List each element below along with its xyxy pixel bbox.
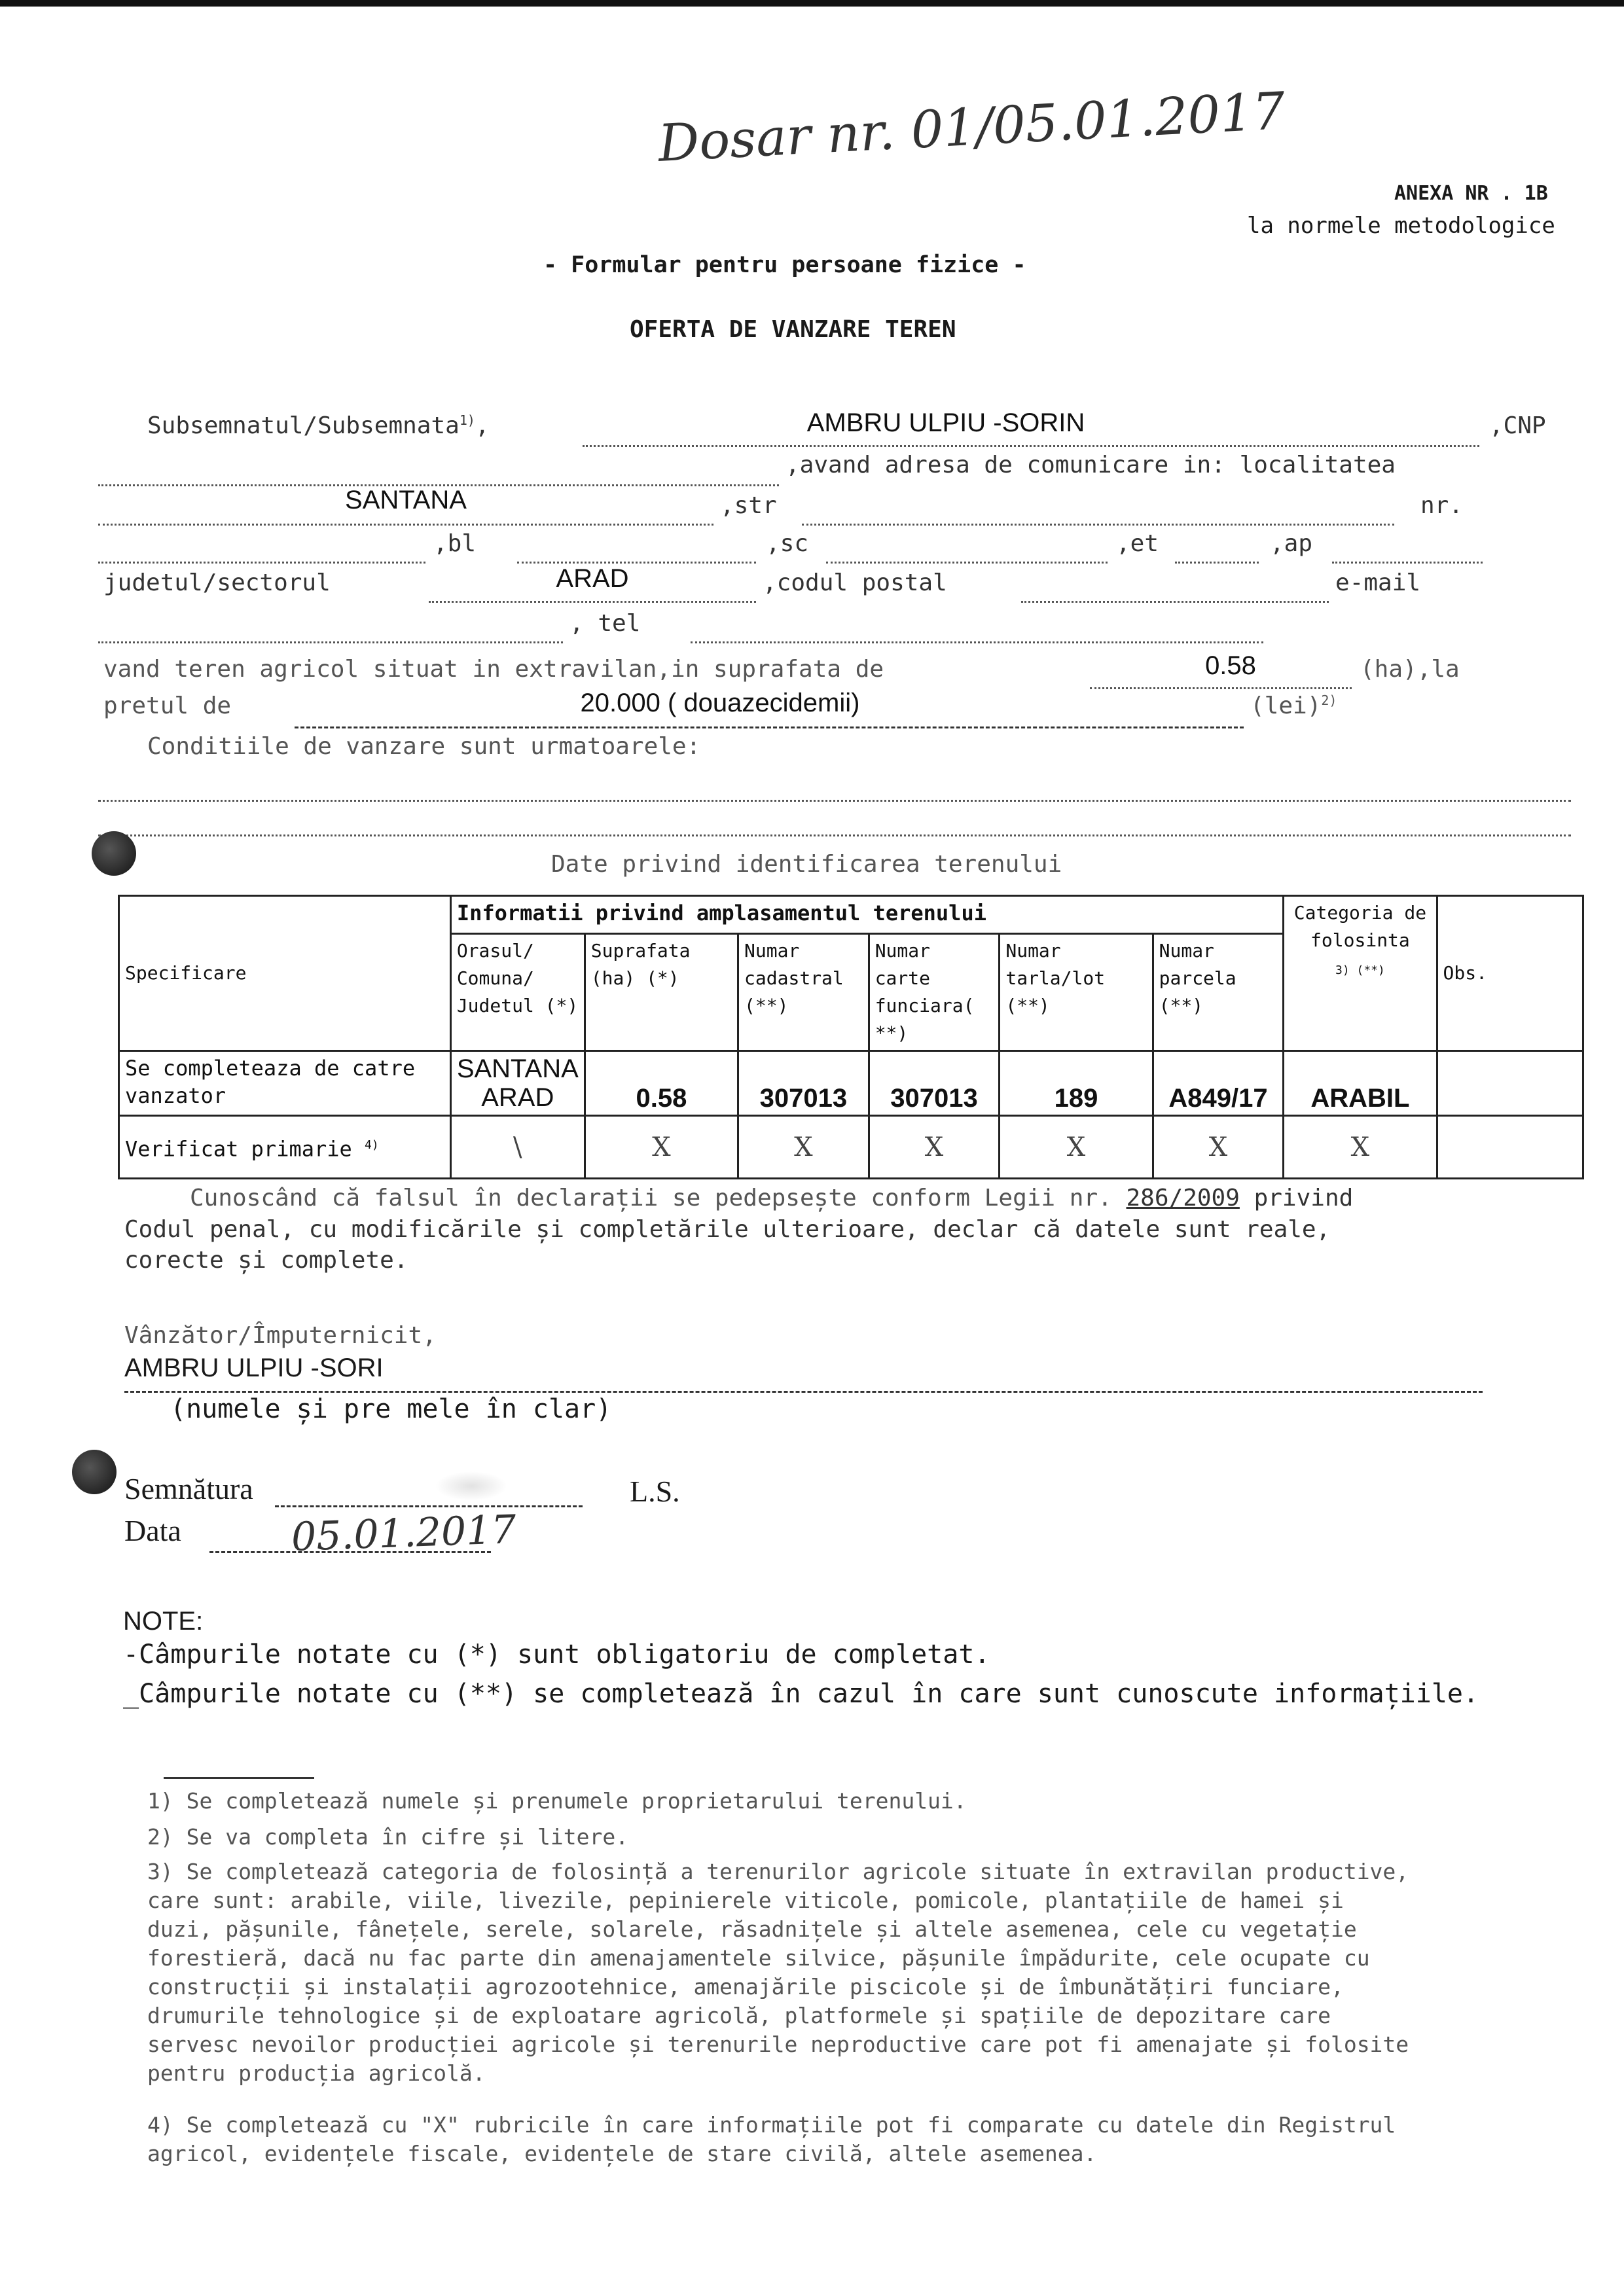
label-street: ,str: [720, 492, 777, 519]
header-carte-funciara: Numar carte funciara( **): [869, 934, 1000, 1051]
line-conditii-1: [98, 800, 1571, 802]
line-street: [802, 524, 1394, 526]
label-lei: (lei)$^{2)}$: [1250, 692, 1337, 719]
label-et: ,et: [1116, 530, 1159, 557]
price-value: 20.000 ( douazecidemii): [580, 689, 860, 717]
check-mark: X: [738, 1116, 869, 1179]
declaration-line-2: Codul penal, cu modificările și completările ulterioare, declar că datele sunt reale,: [124, 1216, 1331, 1243]
line-signature: [275, 1505, 583, 1507]
punch-hole-top: [92, 831, 136, 876]
cell-suprafata: 0.58: [585, 1051, 738, 1116]
header-tarla: Numar tarla/lot (**): [1000, 934, 1153, 1051]
header-parcela: Numar parcela (**): [1153, 934, 1284, 1051]
cell-parcela: A849/17: [1153, 1051, 1284, 1116]
annex-subtitle: la normele metodologice: [1247, 213, 1555, 239]
line-tel: [691, 641, 1263, 643]
label-ls: L.S.: [630, 1475, 680, 1508]
row-seller-label: Se completeaza de catre vanzator: [119, 1051, 451, 1116]
footnote-2: 2) Se va completa în cifre și litere.: [147, 1824, 629, 1850]
notes-title: NOTE:: [123, 1607, 204, 1636]
note-1: -Câmpurile notate cu (*) sunt obligatoriu de completat.: [123, 1640, 990, 1670]
line-conditii-2: [98, 834, 1571, 836]
note-2: _Câmpurile notate cu (**) se completează în cazul în care sunt cunoscute informațiile.: [123, 1679, 1479, 1709]
header-orasul: Orasul/ Comuna/ Judetul (*): [450, 934, 585, 1051]
footnote-4: 4) Se completează cu "X" rubricile în care informațiile pot fi comparate cu datele din Registrul agricol, evidențele fiscale, evidențele de stare civilă, altele asemenea.: [147, 2112, 1396, 2166]
line-bl: [517, 562, 756, 564]
signature-mark: [435, 1471, 507, 1501]
header-cadastral: Numar cadastral (**): [738, 934, 869, 1051]
cell-carte-funciara: 307013: [869, 1051, 1000, 1116]
line-price: [295, 726, 1244, 728]
label-judet: judetul/sectorul: [103, 569, 331, 596]
handwritten-file-number: Dosar nr. 01/05.01.2017: [657, 81, 1287, 174]
seller-clear-name: AMBRU ULPIU -SORI: [124, 1354, 384, 1382]
label-subsemnatul: Subsemnatul/Subsemnata$^{1)}$,: [147, 412, 490, 439]
check-mark: X: [869, 1116, 1000, 1179]
label-cnp: ,CNP: [1489, 412, 1546, 439]
cell-tarla: 189: [1000, 1051, 1153, 1116]
label-semnatura: Semnătura: [124, 1472, 253, 1505]
punch-hole-bottom: [72, 1450, 117, 1494]
declaration-line-1: Cunoscând că falsul în declarații se pedepsește conform Legii nr. 286/2009 privind: [190, 1185, 1354, 1211]
check-mark: \: [450, 1116, 585, 1179]
check-mark-empty: [1437, 1116, 1583, 1179]
header-suprafata: Suprafata (ha) (*): [585, 934, 738, 1051]
cell-categoria: ARABIL: [1284, 1051, 1437, 1116]
locality-value: SANTANA: [345, 486, 467, 514]
label-tel: , tel: [569, 610, 641, 637]
label-bl: ,bl: [433, 530, 477, 557]
form-type: - Formular pentru persoane fizice -: [543, 252, 1026, 278]
county-value: ARAD: [556, 564, 629, 593]
header-categoria: Categoria de folosinta 3) (**): [1284, 896, 1437, 1051]
line-locality: [98, 524, 713, 526]
table-section-title: Date privind identificarea terenului: [551, 851, 1062, 878]
row-verified-label: Verificat primarie $^{4)}$: [119, 1116, 451, 1179]
label-email: e-mail: [1335, 569, 1421, 596]
check-mark: X: [1153, 1116, 1284, 1179]
label-name-in-clear: (numele și pre mele în clar): [170, 1394, 612, 1424]
declaration-line-3: corecte și complete.: [124, 1247, 408, 1274]
footnote-separator: [164, 1777, 314, 1779]
line-postal-code: [1021, 601, 1329, 603]
check-mark: X: [1000, 1116, 1153, 1179]
label-adresa: ,avand adresa de comunicare in: localitatea: [785, 452, 1396, 478]
line-name: [583, 445, 1479, 447]
label-data: Data: [124, 1514, 181, 1547]
label-ap: ,ap: [1270, 530, 1313, 557]
footnote-1: 1) Se completează numele și prenumele proprietarului terenului.: [147, 1788, 967, 1814]
label-pret: pretul de: [103, 692, 232, 719]
date-value: 05.01.2017: [290, 1507, 517, 1560]
seller-name: AMBRU ULPIU -SORIN: [806, 408, 1085, 437]
cell-comuna-judet: SANTANA ARAD: [450, 1051, 585, 1116]
line-email: [98, 641, 563, 643]
scan-top-edge: [0, 0, 1624, 7]
label-sc: ,sc: [766, 530, 809, 557]
check-mark: X: [585, 1116, 738, 1179]
area-value: 0.58: [1205, 651, 1256, 680]
label-postal-code: ,codul postal: [763, 569, 947, 596]
line-clear-name: [124, 1391, 1483, 1393]
label-vand: vand teren agricol situat in extravilan,in suprafata de: [103, 656, 884, 683]
annex-number: ANEXA NR . 1B: [1394, 182, 1548, 205]
page-title: OFERTA DE VANZARE TEREN: [630, 316, 956, 343]
label-ha: (ha),la: [1360, 656, 1460, 683]
header-info: Informatii privind amplasamentul terenului: [450, 896, 1283, 934]
label-vanzator: Vânzător/Împuternicit,: [124, 1322, 437, 1349]
label-conditii: Conditiile de vanzare sunt urmatoarele:: [147, 733, 701, 760]
cell-obs: [1437, 1051, 1583, 1116]
line-nr: [98, 562, 425, 564]
cell-cadastral: 307013: [738, 1051, 869, 1116]
check-mark: X: [1284, 1116, 1437, 1179]
label-nr: nr.: [1420, 492, 1464, 519]
line-sc: [826, 562, 1108, 564]
line-judet: [429, 601, 756, 603]
footnote-3: 3) Se completează categoria de folosință a terenurilor agricole situate în extravilan productive, care sunt: arabile, viile, livezile, pepinierele viticole, pomicole, plantațiile de hamei și duzi, pășunile, fânețele, serele, solarele, răsadnițele și altele asemenea, cele cu vegetație forestieră, dacă nu fac parte din amenajamentele silvice, pășunile împădurite, cele ocupate cu construcții și instalații agrozootehnice, amenajările piscicole și de îmbunătățiri funciare, drumurile tehnologice și de exploatare agricolă, platformele și spațiile de depozitare care servesc nevoilor producției agricole și terenurile neproductive care pot fi amenajate și folosite pentru producția agricolă.: [147, 1859, 1409, 2086]
header-obs: Obs.: [1437, 896, 1583, 1051]
line-ap: [1332, 562, 1483, 564]
header-specificare: Specificare: [119, 896, 451, 1051]
land-identification-table: [118, 895, 1584, 1179]
line-et: [1175, 562, 1259, 564]
